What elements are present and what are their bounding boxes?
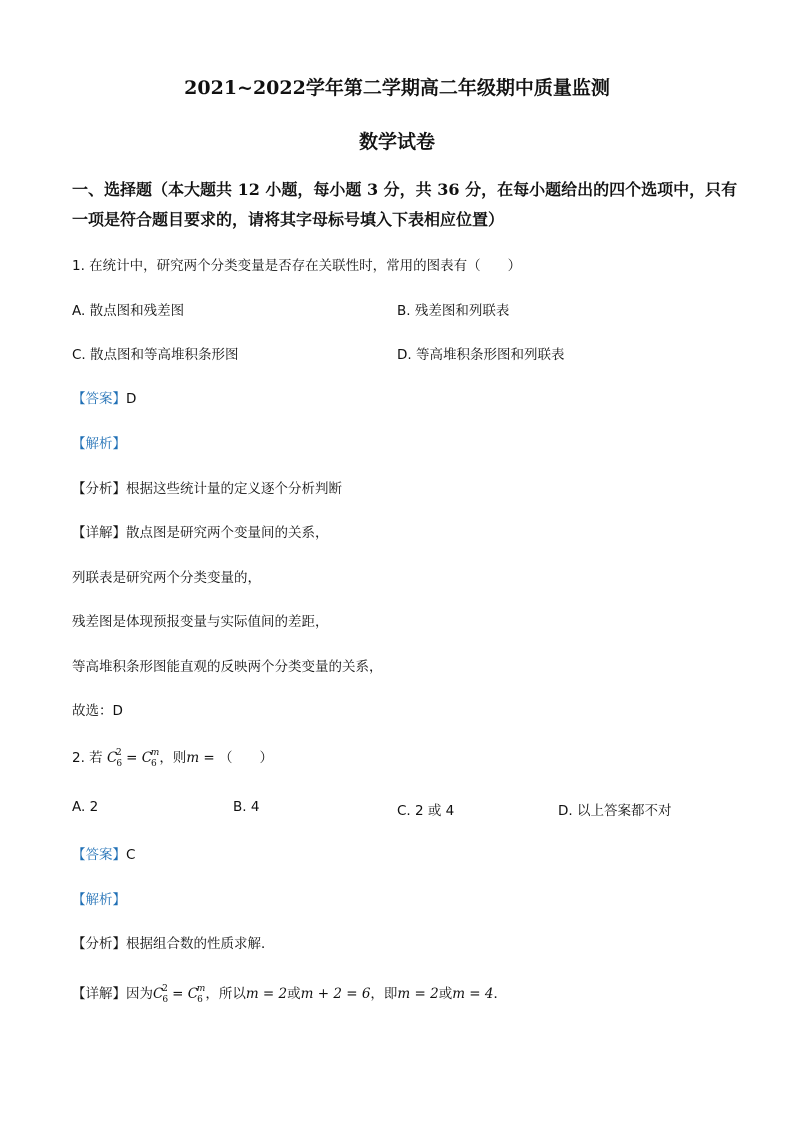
q2-option-b: B. 4 <box>233 799 260 815</box>
result-3: m = 2 <box>397 986 439 1002</box>
equals: = <box>121 750 142 766</box>
q1-detail <box>72 521 329 541</box>
page-title: 2021~2022学年第二学期高二年级期中质量监测 <box>184 77 610 99</box>
detail-tag: 【详解】 <box>72 525 126 541</box>
q2-tail: = （ ） <box>199 750 274 766</box>
q2-fenxi <box>72 932 275 952</box>
so: ，所以 <box>205 986 246 1002</box>
answer-tag: 【答案】 <box>72 391 126 407</box>
q2-option-a: A. 2 <box>72 799 99 815</box>
formula-c1: $C_6^2$ <box>106 748 123 769</box>
q1-answer <box>72 387 136 407</box>
q2-fenxi-text: 根据组合数的性质求解． <box>126 936 275 952</box>
q2-then: ，则 <box>159 750 187 766</box>
q2-option-d: D. 以上答案都不对 <box>558 803 672 819</box>
answer-tag: 【答案】 <box>72 847 126 863</box>
formula-c1: $C_6^2$ <box>153 984 169 1005</box>
q2-answer-value: C <box>126 847 136 863</box>
fenxi-tag: 【分析】 <box>72 936 126 952</box>
section-heading-line2: 一项是符合题目要求的，请将其字母标号填入下表相应位置） <box>72 210 505 229</box>
q2-answer <box>72 843 135 863</box>
q2-analysis-tag <box>72 888 126 908</box>
analysis-tag: 【解析】 <box>72 892 126 908</box>
q1-analysis-tag <box>72 432 126 452</box>
result-1: m = 2 <box>245 986 288 1002</box>
q2-number: 2. 若 <box>72 750 103 766</box>
q1-option-b: B. 残差图和列联表 <box>397 303 510 319</box>
q1-answer-value: D <box>126 391 137 407</box>
q1-detail-4: 等高堆积条形图能直观的反映两个分类变量的关系， <box>72 659 383 675</box>
period: ． <box>493 986 508 1002</box>
q1-fenxi-text: 根据这些统计量的定义逐个分析判断 <box>126 481 342 497</box>
q1-stem: 1. 在统计中，研究两个分类变量是否存在关联性时，常用的图表有（ ） <box>72 258 522 274</box>
result-2: m + 2 = 6 <box>300 986 371 1002</box>
q2-stem <box>72 746 274 769</box>
q1-detail-1: 散点图是研究两个变量间的关系， <box>126 525 329 541</box>
detail-tag: 【详解】 <box>72 986 126 1002</box>
analysis-tag: 【解析】 <box>72 436 126 452</box>
or: 或 <box>287 986 301 1002</box>
q2-detail <box>72 982 508 1005</box>
q1-detail-2: 列联表是研究两个分类变量的， <box>72 570 261 586</box>
q1-choice: 故选：D <box>72 703 123 719</box>
because: 因为 <box>126 986 153 1002</box>
q1-detail-3: 残差图是体现预报变量与实际值间的差距， <box>72 614 329 630</box>
ie: ，即 <box>370 986 398 1002</box>
or: 或 <box>438 986 453 1002</box>
var-m: m <box>186 750 200 766</box>
section-heading-line1: 一、选择题（本大题共 12 小题，每小题 3 分，共 36 分，在每小题给出的四个选项中，只有 <box>72 180 738 199</box>
page-subtitle: 数学试卷 <box>358 131 435 153</box>
q1-fenxi <box>72 477 342 497</box>
formula-c2: $C_6^m$ <box>141 748 160 769</box>
formula-c2: $C_6^m$ <box>187 984 206 1005</box>
fenxi-tag: 【分析】 <box>72 481 126 497</box>
q1-option-d: D. 等高堆积条形图和列联表 <box>397 347 565 363</box>
equals: = <box>167 986 188 1002</box>
q1-option-a: A. 散点图和残差图 <box>72 303 185 319</box>
q2-option-c: C. 2 或 4 <box>397 803 455 819</box>
result-4: m = 4 <box>452 986 494 1002</box>
q1-option-c: C. 散点图和等高堆积条形图 <box>72 347 239 363</box>
